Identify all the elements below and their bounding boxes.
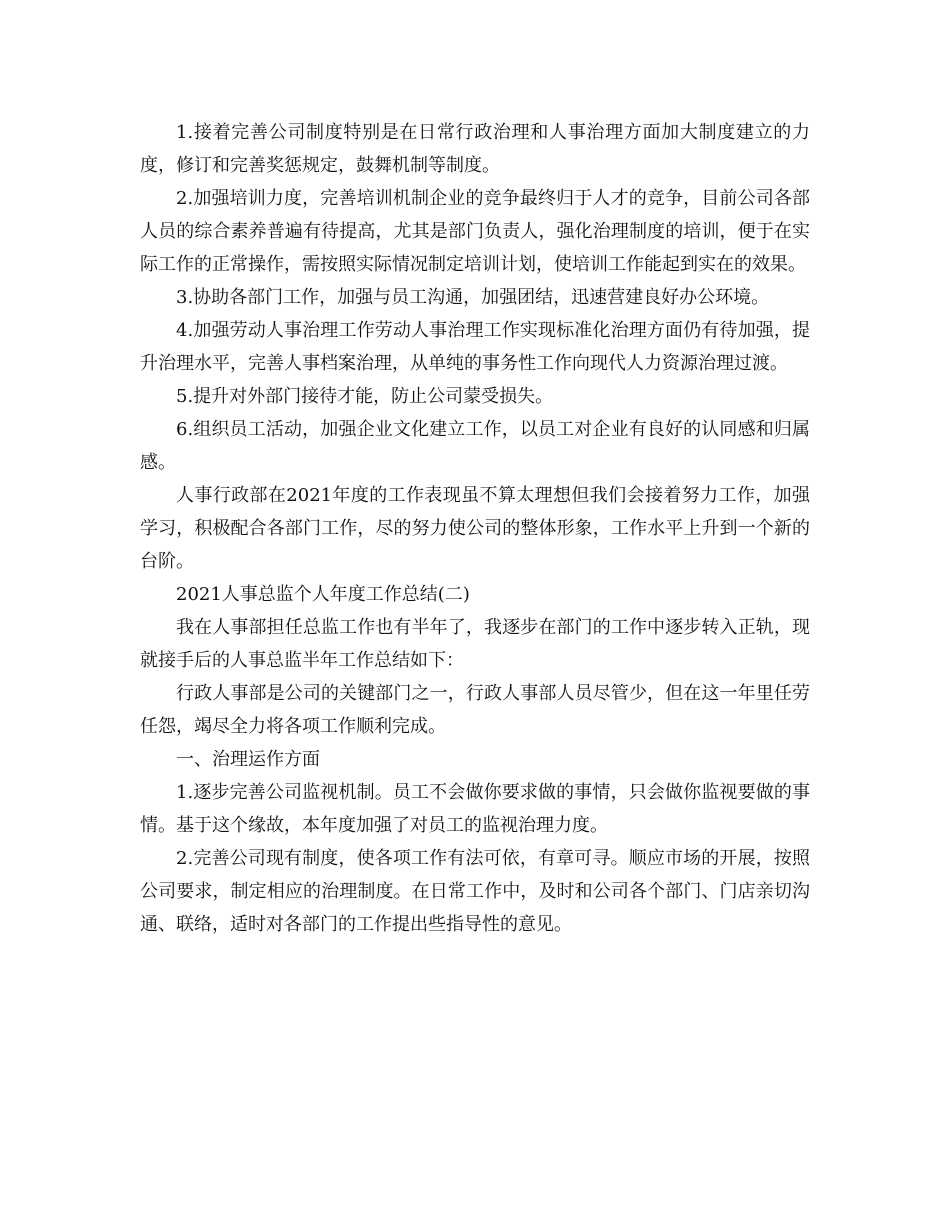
- section-heading-2: 2021人事总监个人年度工作总结(二): [176, 584, 470, 605]
- paragraph-6: 6.组织员工活动，加强企业文化建立工作，以员工对企业有良好的认同感和归属感。: [140, 419, 810, 473]
- paragraph-11: 2.完善公司现有制度，使各项工作有法可依，有章可寻。顺应市场的开展，按照公司要求，制定相应的治理制度。在日常工作中，及时和公司各个部门、门店亲切沟通、联络，适时对各部门的工作提出些指导性的意见。: [140, 848, 810, 935]
- paragraph-9: 行政人事部是公司的关键部门之一，行政人事部人员尽管少，但在这一年里任劳任怨，竭尽全力将各项工作顺利完成。: [140, 683, 810, 737]
- paragraph-5: 5.提升对外部门接待才能，防止公司蒙受损失。: [176, 386, 554, 407]
- paragraph-1: 1.接着完善公司制度特别是在日常行政治理和人事治理方面加大制度建立的力度，修订和完善奖惩规定，鼓舞机制等制度。: [140, 122, 810, 176]
- paragraph-8: 我在人事部担任总监工作也有半年了，我逐步在部门的工作中逐步转入正轨，现就接手后的人事总监半年工作总结如下：: [140, 617, 810, 671]
- paragraph-10: 1.逐步完善公司监视机制。员工不会做你要求做的事情，只会做你监视要做的事情。基于这个缘故，本年度加强了对员工的监视治理力度。: [140, 782, 810, 836]
- paragraph-7: 人事行政部在2021年度的工作表现虽不算太理想但我们会接着努力工作，加强学习，积极配合各部门工作，尽的努力使公司的整体形象，工作水平上升到一个新的台阶。: [140, 485, 810, 572]
- subsection-heading-1: 一、治理运作方面: [176, 749, 320, 770]
- paragraph-2: 2.加强培训力度，完善培训机制企业的竞争最终归于人才的竞争，目前公司各部人员的综合素养普遍有待提高，尤其是部门负责人，强化治理制度的培训，便于在实际工作的正常操作，需按照实际情况制定培训计划，使培训工作能起到实在的效果。: [140, 188, 810, 275]
- document-body: [140, 116, 810, 941]
- paragraph-4: 4.加强劳动人事治理工作劳动人事治理工作实现标准化治理方面仍有待加强，提升治理水平，完善人事档案治理，从单纯的事务性工作向现代人力资源治理过渡。: [140, 320, 810, 374]
- paragraph-3: 3.协助各部门工作，加强与员工沟通，加强团结，迅速营建良好办公环境。: [176, 287, 770, 308]
